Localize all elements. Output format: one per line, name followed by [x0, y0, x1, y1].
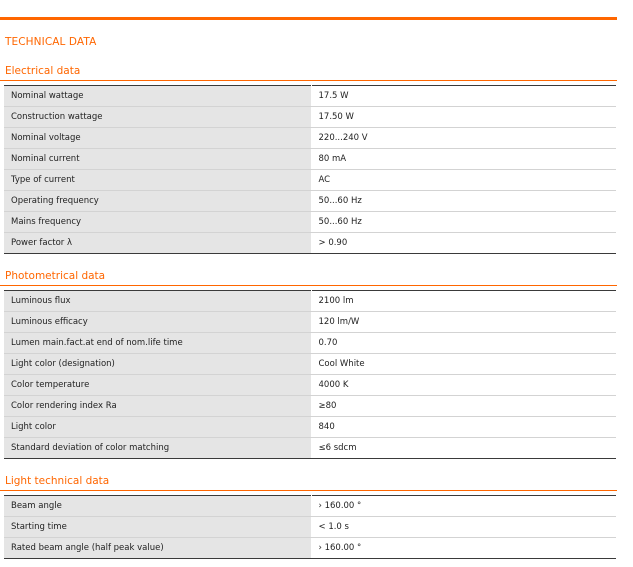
spec-value: Cool White: [311, 354, 616, 375]
spec-label: Lumen main.fact.at end of nom.life time: [4, 333, 311, 354]
spec-label: Nominal wattage: [4, 86, 311, 107]
spec-label: Color temperature: [4, 375, 311, 396]
spec-label: Standard deviation of color matching: [4, 438, 311, 459]
section-rule-electrical: [0, 80, 617, 81]
spec-label: Power factor λ: [4, 233, 311, 254]
light-technical-data-table: [4, 495, 616, 559]
table-row: [4, 191, 616, 212]
section-rule-light-technical: [0, 490, 617, 491]
spec-value: › 160.00 °: [311, 538, 616, 559]
table-row: [4, 128, 616, 149]
spec-label: Operating frequency: [4, 191, 311, 212]
table-row: [4, 233, 616, 254]
header-accent-rule: [0, 17, 617, 20]
document-title: TECHNICAL DATA: [5, 36, 97, 48]
spec-value: › 160.00 °: [311, 496, 616, 517]
spec-value: 220...240 V: [311, 128, 616, 149]
spec-value: 0.70: [311, 333, 616, 354]
table-row: [4, 107, 616, 128]
spec-label: Mains frequency: [4, 212, 311, 233]
spec-value: < 1.0 s: [311, 517, 616, 538]
spec-label: Rated beam angle (half peak value): [4, 538, 311, 559]
spec-value: ≤6 sdcm: [311, 438, 616, 459]
table-row: [4, 517, 616, 538]
spec-label: Luminous efficacy: [4, 312, 311, 333]
table-row: [4, 333, 616, 354]
table-row: [4, 354, 616, 375]
spec-value: AC: [311, 170, 616, 191]
table-row: [4, 438, 616, 459]
spec-value: 17.50 W: [311, 107, 616, 128]
spec-value: 50...60 Hz: [311, 191, 616, 212]
spec-value: ≥80: [311, 396, 616, 417]
electrical-data-table: [4, 85, 616, 254]
table-row: [4, 538, 616, 559]
spec-value: 17.5 W: [311, 86, 616, 107]
table-row: [4, 496, 616, 517]
section-title-photometrical: Photometrical data: [5, 270, 106, 282]
spec-label: Color rendering index Ra: [4, 396, 311, 417]
spec-label: Light color (designation): [4, 354, 311, 375]
spec-label: Type of current: [4, 170, 311, 191]
spec-value: 4000 K: [311, 375, 616, 396]
spec-label: Starting time: [4, 517, 311, 538]
spec-value: 840: [311, 417, 616, 438]
spec-value: 50...60 Hz: [311, 212, 616, 233]
spec-label: Construction wattage: [4, 107, 311, 128]
spec-value: > 0.90: [311, 233, 616, 254]
photometrical-data-table: [4, 290, 616, 459]
section-title-electrical: Electrical data: [5, 65, 81, 77]
spec-value: 120 lm/W: [311, 312, 616, 333]
spec-value: 80 mA: [311, 149, 616, 170]
spec-label: Nominal current: [4, 149, 311, 170]
table-row: [4, 86, 616, 107]
table-row: [4, 291, 616, 312]
spec-label: Beam angle: [4, 496, 311, 517]
table-row: [4, 417, 616, 438]
table-row: [4, 170, 616, 191]
table-row: [4, 312, 616, 333]
section-title-light-technical: Light technical data: [5, 475, 110, 487]
table-row: [4, 212, 616, 233]
spec-value: 2100 lm: [311, 291, 616, 312]
spec-label: Nominal voltage: [4, 128, 311, 149]
section-rule-photometrical: [0, 285, 617, 286]
table-row: [4, 396, 616, 417]
table-row: [4, 149, 616, 170]
spec-label: Light color: [4, 417, 311, 438]
table-row: [4, 375, 616, 396]
spec-label: Luminous flux: [4, 291, 311, 312]
